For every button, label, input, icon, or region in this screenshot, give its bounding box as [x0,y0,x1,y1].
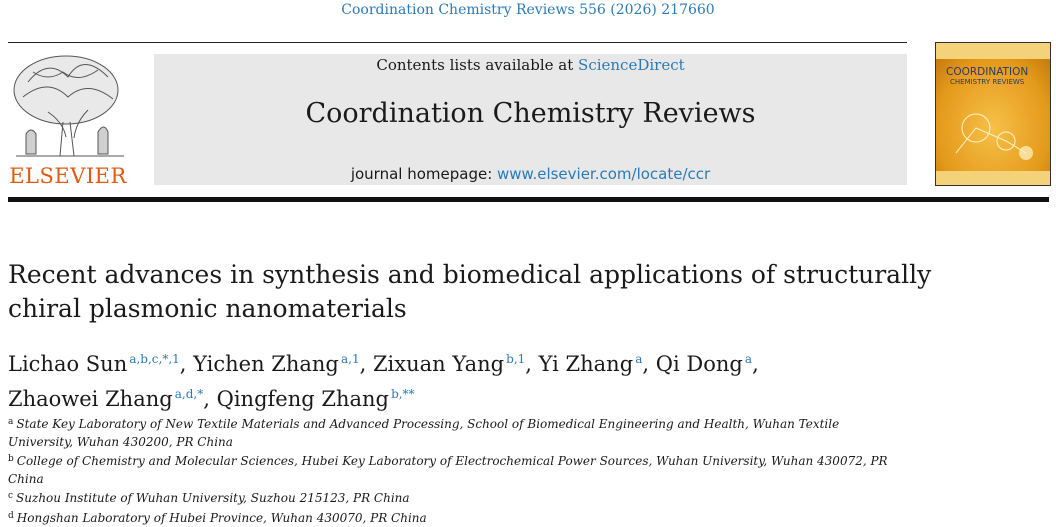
author-name[interactable]: Lichao Sun [8,352,127,376]
author-separator: , [180,352,193,376]
affiliation-text: Suzhou Institute of Wuhan University, Suzhou 215123, PR China [16,491,410,505]
homepage-prefix: journal homepage: [351,165,497,183]
homepage-link[interactable]: www.elsevier.com/locate/ccr [497,165,710,183]
author-marks[interactable]: a [745,352,752,366]
sciencedirect-link[interactable]: ScienceDirect [578,56,685,74]
cover-title-line2: CHEMISTRY REVIEWS [950,78,1025,86]
author-separator: , [752,352,759,376]
affiliation-text: State Key Laboratory of New Textile Materials and Advanced Processing, School of Biomedical Engineering and Health, Wuhan Textile University, Wuhan 430200, PR China [8,417,839,449]
journal-title: Coordination Chemistry Reviews [154,98,907,129]
cover-title-line1: COORDINATION [946,66,1028,78]
author-name[interactable]: Zixuan Yang [373,352,504,376]
affiliation-text: Hongshan Laboratory of Hubei Province, Wuhan 430070, PR China [17,511,427,525]
author-separator: , [642,352,655,376]
affiliation-item [8,508,908,527]
author-marks[interactable]: b,** [391,387,415,401]
affiliation-mark: c [8,491,13,501]
contents-prefix: Contents lists available at [376,56,578,74]
author-name[interactable]: Yi Zhang [539,352,634,376]
author-marks[interactable]: a,1 [341,352,360,366]
author-name[interactable]: Qi Dong [656,352,743,376]
author-name[interactable]: Qingfeng Zhang [217,387,389,411]
author-marks[interactable]: a [635,352,642,366]
affiliation-mark: a [8,417,13,427]
contents-line [154,56,907,74]
author-separator: , [525,352,538,376]
journal-reference[interactable]: Coordination Chemistry Reviews 556 (2026) 217660 [0,2,1056,18]
journal-cover-thumbnail[interactable] [935,42,1051,186]
author-marks[interactable]: a,d,* [175,387,203,401]
affiliation-item [8,451,908,488]
author-name[interactable]: Zhaowei Zhang [8,387,173,411]
affiliation-text: College of Chemistry and Molecular Sciences, Hubei Key Laboratory of Electrochemical Power Sources, Wuhan University, Wuhan 430072, PR China [8,454,888,486]
article-title: Recent advances in synthesis and biomedical applications of structurally chiral plasmonic nanomaterials [8,258,1008,326]
header-rule [8,42,907,43]
affiliation-list [8,414,908,527]
author-separator: , [360,352,373,376]
author-marks[interactable]: a,b,c,*,1 [129,352,179,366]
affiliation-mark: b [8,454,14,464]
affiliation-item [8,414,908,451]
affiliation-mark: d [8,511,14,521]
homepage-line [154,165,907,183]
journal-banner [154,54,907,185]
elsevier-tree-icon [8,52,128,162]
author-separator: , [203,387,216,411]
masthead-rule [8,197,1049,202]
publisher-wordmark: ELSEVIER [8,164,128,188]
author-list [8,344,1048,414]
journal-cover-image [936,43,1050,185]
author-name[interactable]: Yichen Zhang [193,352,339,376]
affiliation-item [8,488,908,508]
author-marks[interactable]: b,1 [506,352,525,366]
